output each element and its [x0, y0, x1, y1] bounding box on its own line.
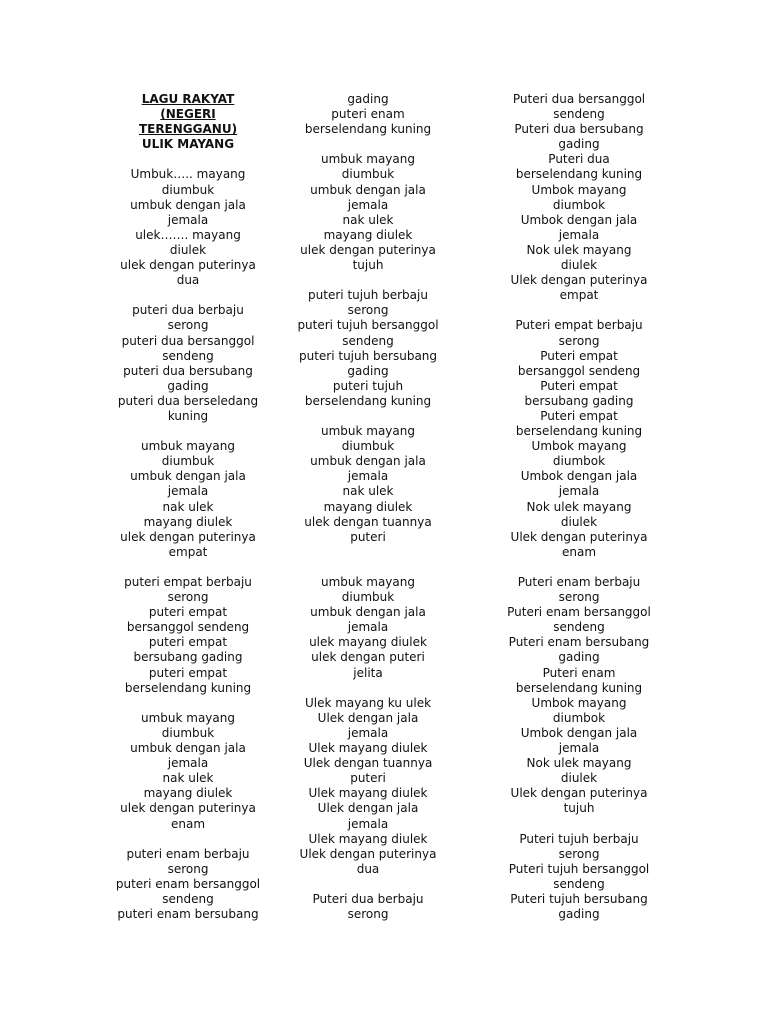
stanza-gap — [489, 560, 669, 575]
lyric-line: Ulek dengan tuannya — [303, 756, 433, 771]
lyric-line: berselendang kuning — [515, 680, 643, 695]
lyric-line: diumbuk — [161, 725, 215, 740]
song-title — [98, 92, 278, 152]
lyric-line: jemala — [347, 620, 389, 635]
lyric-line: dua — [356, 861, 380, 876]
stanza-gap — [278, 545, 458, 560]
lyric-line: berselendang kuning — [304, 393, 432, 408]
lyric-line: jemala — [558, 227, 600, 242]
stanza-gap — [278, 409, 458, 424]
lyric-line: umbuk dengan jala — [310, 182, 426, 197]
lyric-line: umbuk dengan jala — [130, 741, 246, 756]
lyric-line: puteri enam berbaju — [126, 846, 250, 861]
lyric-line: nak ulek — [162, 499, 214, 514]
lyric-line: jemala — [558, 484, 600, 499]
lyric-line: ulek mayang diulek — [309, 635, 427, 650]
lyric-line: puteri enam — [331, 107, 405, 122]
lyric-line: jelita — [353, 665, 383, 680]
lyric-line: sendeng — [342, 333, 394, 348]
title-line: TERENGGANU) — [138, 122, 238, 137]
lyric-line: Puteri empat — [540, 408, 618, 423]
lyric-line: puteri — [350, 529, 386, 544]
title-line: LAGU RAKYAT — [141, 92, 235, 106]
lyric-line: serong — [347, 907, 389, 922]
lyric-line: Puteri tujuh berbaju — [519, 831, 639, 846]
lyric-line: Puteri enam — [542, 665, 616, 680]
lyric-line: serong — [347, 303, 389, 318]
lyric-line: Puteri empat berbaju — [515, 318, 643, 333]
lyric-line: Ulek dengan puterinya — [510, 786, 648, 801]
lyric-line: sendeng — [553, 620, 605, 635]
stanza-gap — [98, 288, 278, 303]
lyric-line: serong — [167, 318, 209, 333]
lyric-line: umbuk dengan jala — [130, 197, 246, 212]
lyric-line: Nok ulek mayang — [526, 499, 632, 514]
lyric-line: bersubang gading — [524, 393, 634, 408]
lyric-line: umbuk dengan jala — [310, 454, 426, 469]
lyric-line: Puteri tujuh bersanggol — [508, 861, 650, 876]
lyric-line: Ulek dengan jala — [317, 801, 419, 816]
lyric-line: puteri empat — [148, 635, 228, 650]
lyric-line: ulek dengan puterinya — [120, 258, 256, 273]
lyric-line: bersanggol sendeng — [126, 620, 250, 635]
stanza-gap — [278, 137, 458, 152]
lyric-line: dua — [176, 273, 200, 288]
lyric-line: nak ulek — [342, 212, 394, 227]
lyric-line: gading — [167, 378, 209, 393]
lyric-line: enam — [170, 816, 206, 831]
lyric-line: diumbuk — [161, 182, 215, 197]
lyric-line: Umbok dengan jala — [520, 212, 638, 227]
column-3-lines — [489, 92, 669, 922]
lyric-line: Ulek dengan puterinya — [299, 846, 437, 861]
lyric-line: puteri dua berbaju — [132, 303, 244, 318]
lyric-line: Puteri empat — [540, 378, 618, 393]
lyric-line: jemala — [558, 741, 600, 756]
lyric-line: Umbuk….. mayang — [130, 167, 246, 182]
lyric-line: sendeng — [553, 876, 605, 891]
lyric-line: jemala — [167, 212, 209, 227]
lyric-line: serong — [167, 861, 209, 876]
lyric-line: diulek — [560, 771, 598, 786]
lyric-line: tujuh — [352, 258, 384, 273]
lyric-line: puteri empat — [148, 605, 228, 620]
lyric-line: sendeng — [162, 348, 214, 363]
lyric-line: mayang diulek — [323, 499, 413, 514]
stanza-gap — [278, 273, 458, 288]
lyric-line: bersubang gading — [133, 650, 243, 665]
lyric-line: serong — [167, 590, 209, 605]
lyric-line: sendeng — [553, 107, 605, 122]
lyric-line: Umbok mayang — [531, 182, 627, 197]
lyric-line: jemala — [347, 469, 389, 484]
lyric-line: diulek — [560, 514, 598, 529]
lyric-line: berselendang kuning — [124, 680, 252, 695]
lyric-line: serong — [558, 590, 600, 605]
lyrics-column-1 — [98, 92, 278, 922]
lyric-line: Ulek mayang diulek — [308, 786, 428, 801]
lyrics-column-3 — [489, 92, 669, 922]
lyric-line: jemala — [347, 816, 389, 831]
lyric-line: gading — [347, 363, 389, 378]
stanza-gap — [489, 817, 669, 832]
lyric-line: umbuk mayang — [140, 710, 235, 725]
lyric-line: umbuk mayang — [320, 424, 415, 439]
lyric-line: umbuk dengan jala — [310, 605, 426, 620]
lyric-line: puteri — [350, 771, 386, 786]
lyric-line: diumbuk — [341, 439, 395, 454]
lyric-line: puteri tujuh bersubang — [298, 348, 438, 363]
lyric-line: tujuh — [563, 801, 595, 816]
lyric-line: puteri tujuh — [332, 378, 404, 393]
stanza-gap — [278, 877, 458, 892]
lyric-line: berselendang kuning — [515, 424, 643, 439]
lyric-line: empat — [168, 544, 208, 559]
lyric-line: puteri dua berseledang — [117, 393, 259, 408]
stanza-gap — [98, 832, 278, 847]
lyric-line: gading — [558, 137, 600, 152]
lyric-line: Nok ulek mayang — [526, 242, 632, 257]
lyric-line: diumbok — [552, 710, 606, 725]
lyric-line: berselendang kuning — [515, 167, 643, 182]
lyric-line: Ulek mayang ku ulek — [304, 695, 432, 710]
lyric-line: puteri empat — [148, 665, 228, 680]
lyric-line: mayang diulek — [143, 514, 233, 529]
lyric-line: umbuk dengan jala — [130, 469, 246, 484]
lyric-line: Puteri tujuh bersubang — [510, 891, 648, 906]
lyric-line: diumbok — [552, 454, 606, 469]
stanza-gap — [98, 560, 278, 575]
lyric-line: berselendang kuning — [304, 122, 432, 137]
title-line: (NEGERI — [160, 107, 216, 122]
lyric-line: jemala — [167, 756, 209, 771]
stanza-gap — [98, 424, 278, 439]
lyric-line: puteri tujuh berbaju — [308, 288, 428, 303]
lyric-line: kuning — [167, 408, 209, 423]
lyric-line: nak ulek — [342, 484, 394, 499]
lyric-line: jemala — [347, 725, 389, 740]
lyrics-column-2 — [278, 92, 458, 922]
lyric-line: Umbok dengan jala — [520, 725, 638, 740]
lyric-line: ulek……. mayang — [135, 227, 241, 242]
lyric-line: ulek dengan puterinya — [300, 242, 436, 257]
lyric-line: Ulek dengan jala — [317, 710, 419, 725]
lyric-line: nak ulek — [162, 771, 214, 786]
lyric-line: Puteri dua berbaju — [312, 891, 424, 906]
lyric-line: Puteri dua — [548, 152, 610, 167]
lyric-line: puteri enam bersubang — [117, 907, 259, 922]
lyric-line: ulek dengan puterinya — [120, 529, 256, 544]
stanza-gap — [278, 681, 458, 696]
lyric-line: diumbuk — [161, 454, 215, 469]
lyric-line: diumbuk — [341, 590, 395, 605]
lyric-line: ulek dengan tuannya — [304, 514, 432, 529]
lyric-line: jemala — [167, 484, 209, 499]
lyric-line: gading — [347, 92, 389, 106]
lyric-line: puteri dua bersubang — [123, 363, 253, 378]
lyric-line: mayang diulek — [323, 227, 413, 242]
lyric-line: umbuk mayang — [140, 439, 235, 454]
lyric-line: enam — [561, 544, 597, 559]
lyric-line: puteri dua bersanggol — [121, 333, 255, 348]
lyric-line: Puteri enam bersanggol — [507, 605, 651, 620]
stanza-gap — [489, 303, 669, 318]
lyric-line: diumbok — [552, 197, 606, 212]
lyric-line: serong — [558, 846, 600, 861]
lyric-line: Ulek dengan puterinya — [510, 529, 648, 544]
lyric-line: Umbok mayang — [531, 439, 627, 454]
lyric-line: Ulek mayang diulek — [308, 831, 428, 846]
lyric-line: Puteri enam berbaju — [517, 575, 641, 589]
lyric-line: diulek — [560, 258, 598, 273]
lyric-line: umbuk mayang — [320, 575, 415, 589]
lyric-line: Ulek dengan puterinya — [510, 273, 648, 288]
lyric-line: mayang diulek — [143, 786, 233, 801]
lyric-line: Puteri enam bersubang — [508, 635, 650, 650]
lyric-line: Puteri dua bersanggol — [512, 92, 646, 106]
lyric-line: Umbok mayang — [531, 695, 627, 710]
lyric-line: diulek — [169, 242, 207, 257]
lyric-line: diumbuk — [341, 167, 395, 182]
lyric-line: serong — [558, 333, 600, 348]
title-line: ULIK MAYANG — [141, 137, 235, 152]
lyric-line: Puteri dua bersubang — [514, 122, 644, 137]
lyric-line: Nok ulek mayang — [526, 756, 632, 771]
stanza-gap — [98, 152, 278, 167]
stanza-gap — [278, 560, 458, 575]
stanza-gap — [98, 696, 278, 711]
lyric-line: puteri empat berbaju — [124, 575, 252, 589]
lyric-line: sendeng — [162, 891, 214, 906]
lyric-line: gading — [558, 907, 600, 922]
lyric-line: Puteri empat — [540, 348, 618, 363]
lyric-line: empat — [559, 288, 599, 303]
lyric-line: gading — [558, 650, 600, 665]
lyric-line: puteri tujuh bersanggol — [297, 318, 439, 333]
lyric-line: Umbok dengan jala — [520, 469, 638, 484]
lyric-line: bersanggol sendeng — [517, 363, 641, 378]
column-2-lines — [278, 92, 458, 922]
lyric-line: puteri enam bersanggol — [115, 876, 261, 891]
lyric-line: Ulek mayang diulek — [308, 741, 428, 756]
column-1-lines — [98, 167, 278, 922]
lyric-line: umbuk mayang — [320, 152, 415, 167]
lyric-line: ulek dengan puterinya — [120, 801, 256, 816]
lyric-line: jemala — [347, 197, 389, 212]
lyric-line: ulek dengan puteri — [311, 650, 425, 665]
